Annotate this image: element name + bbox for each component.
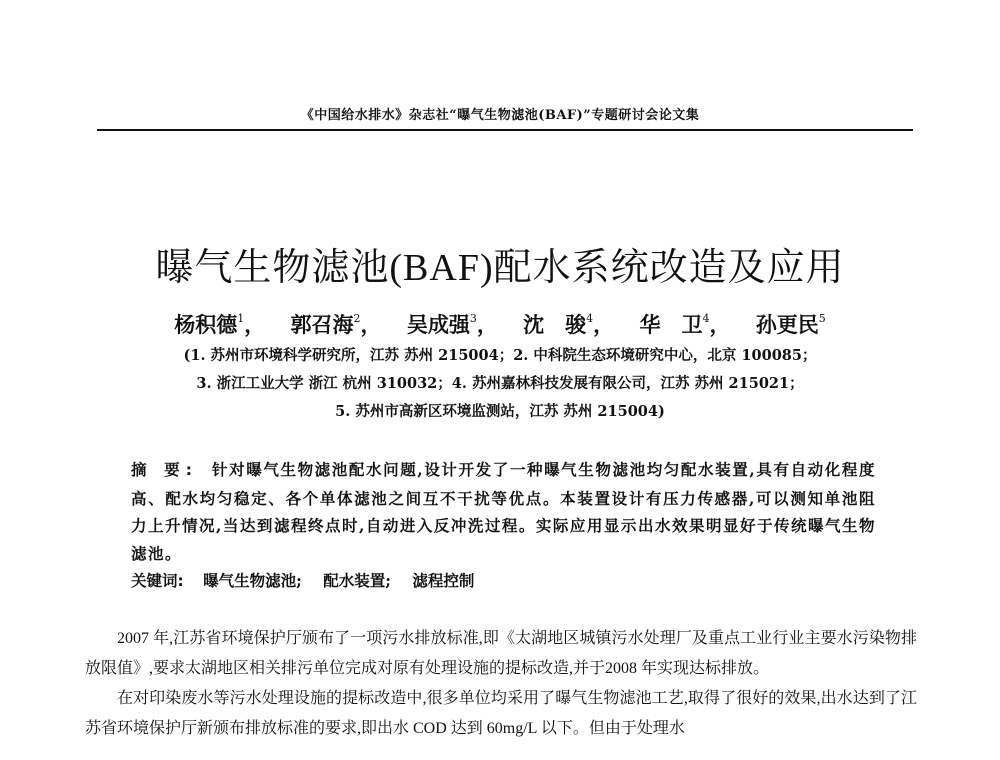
affiliation-line-1: (1. 苏州市环境科学研究所，江苏 苏州 215004；2. 中科院生态环境研究中心，北京 100085； xyxy=(183,347,817,364)
separator: ， xyxy=(360,312,382,337)
author-name: 郭召海 xyxy=(290,312,354,337)
keywords-label: 关键词: xyxy=(131,572,184,590)
affiliation-mark: 1 xyxy=(237,312,245,325)
affiliation-mark: 5 xyxy=(818,312,826,325)
abstract-label: 摘 要: xyxy=(131,461,198,479)
affiliation-mark: 3 xyxy=(469,312,477,325)
keyword: 配水装置; xyxy=(323,571,391,590)
body-paragraph: 在对印染废水等污水处理设施的提标改造中,很多单位均采用了曝气生物滤池工艺,取得了很好的效果,出水达到了江苏省环境保护厅新颁布排放标准的要求,即出水 COD 达到 60mg/L 以下。但由于处理水 xyxy=(85,690,917,737)
body-paragraph: 2007 年,江苏省环境保护厅颁布了一项污水排放标准,即《太湖地区城镇污水处理厂及重点工业行业主要水污染物排放限值》,要求太湖地区相关排污单位完成对原有处理设施的提标改造,并于2008 年实现达标排放。 xyxy=(85,630,917,677)
keyword: 滤程控制 xyxy=(412,571,475,590)
keywords xyxy=(131,569,876,591)
affiliation-mark: 4 xyxy=(702,312,710,325)
paper-title: 曝气生物滤池(BAF)配水系统改造及应用 xyxy=(155,247,845,289)
author-name: 沈 骏 xyxy=(523,312,587,337)
author-name: 杨积德 xyxy=(174,312,238,337)
author-name: 孙更民 xyxy=(755,312,819,337)
affiliation-line-3: 5. 苏州市高新区环境监测站，江苏 苏州 215004) xyxy=(335,403,665,420)
author xyxy=(756,309,826,339)
author-name: 华 卫 xyxy=(639,312,703,337)
keyword: 曝气生物滤池; xyxy=(203,571,302,590)
separator: ， xyxy=(244,312,266,337)
author xyxy=(523,309,632,339)
affiliation-mark: 2 xyxy=(353,312,361,325)
author xyxy=(407,309,516,339)
author-list xyxy=(0,309,1000,339)
author-name: 吴成强 xyxy=(406,312,470,337)
author xyxy=(291,309,400,339)
author xyxy=(174,309,283,339)
abstract-text: 针对曝气生物滤池配水问题,设计开发了一种曝气生物滤池均匀配水装置,具有自动化程度高、配水均匀稳定、各个单体滤池之间互不干扰等优点。本装置设计有压力传感器,可以测知单池阻力上升情况,当达到滤程终点时,自动进入反冲洗过程。实际应用显示出水效果明显好于传统曝气生物滤池。 xyxy=(131,460,876,563)
running-header: 《中国给水排水》杂志社“曝气生物滤池(BAF)”专题研讨会论文集 xyxy=(300,108,700,123)
affiliation-mark: 4 xyxy=(586,312,594,325)
header-rule xyxy=(97,129,913,131)
separator: ， xyxy=(593,312,615,337)
separator: ， xyxy=(476,312,498,337)
separator: ， xyxy=(709,312,731,337)
body-text xyxy=(85,624,917,744)
abstract xyxy=(131,456,876,567)
author xyxy=(639,309,748,339)
affiliation-line-2: 3. 浙江工业大学 浙江 杭州 310032；4. 苏州嘉林科技发展有限公司，江苏 苏州 215021； xyxy=(196,375,804,392)
